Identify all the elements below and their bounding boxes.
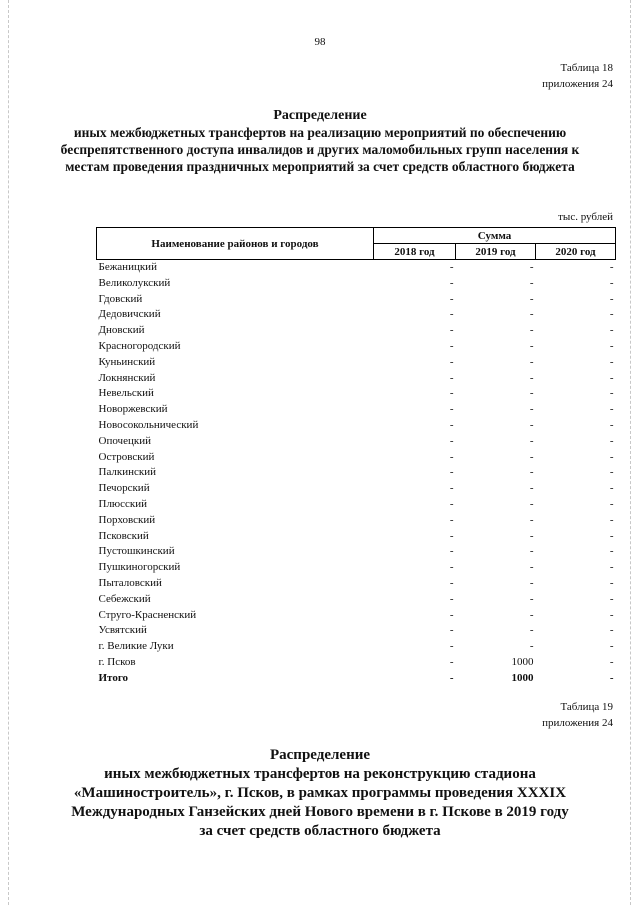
value-2019: - xyxy=(529,608,534,621)
table-row xyxy=(97,497,616,513)
value-2019: - xyxy=(529,308,534,321)
value-2018: - xyxy=(449,466,454,479)
table-total-row xyxy=(97,671,616,687)
header-year-2020: 2020 год xyxy=(536,244,616,260)
table-row xyxy=(97,276,616,292)
table-row xyxy=(97,339,616,355)
value-2019: - xyxy=(529,403,534,416)
table-row xyxy=(97,450,616,466)
value-2018: - xyxy=(449,561,454,574)
header-year-2019: 2019 год xyxy=(456,244,536,260)
table18-title-line1: Распределение xyxy=(273,108,367,123)
value-2018: - xyxy=(449,371,454,384)
value-2020: - xyxy=(609,608,614,621)
table-row xyxy=(97,513,616,529)
district-name: Локнянский xyxy=(98,371,156,384)
district-name: Порховский xyxy=(98,513,156,526)
table18-units: тыс. рублей xyxy=(558,211,613,223)
table-row xyxy=(97,307,616,323)
value-2018: - xyxy=(449,434,454,447)
value-2020: - xyxy=(609,276,614,289)
value-2019: - xyxy=(529,466,534,479)
table19-title-line5: за счет средств областного бюджета xyxy=(199,823,441,839)
value-2018: - xyxy=(449,276,454,289)
value-2019: - xyxy=(529,418,534,431)
value-2019: - xyxy=(529,624,534,637)
value-2019: - xyxy=(529,482,534,495)
value-2020: - xyxy=(609,308,614,321)
table18-ref-line2: приложения 24 xyxy=(542,78,613,90)
value-2019: - xyxy=(529,450,534,463)
value-2018: - xyxy=(449,513,454,526)
table-row xyxy=(97,323,616,339)
table19-title-line1: Распределение xyxy=(269,747,371,763)
value-2019: - xyxy=(529,545,534,558)
table-row xyxy=(97,592,616,608)
district-name: Куньинский xyxy=(98,355,156,368)
value-2020: - xyxy=(609,418,614,431)
table18-ref-line1: Таблица 18 xyxy=(560,62,613,74)
table-row xyxy=(97,402,616,418)
value-2018: - xyxy=(449,403,454,416)
district-name: Бежаницкий xyxy=(98,261,157,273)
value-2019: - xyxy=(529,276,534,289)
table-row xyxy=(97,355,616,371)
value-2020: - xyxy=(609,403,614,416)
table-row xyxy=(97,655,616,671)
district-name: Пустошкинский xyxy=(98,545,175,558)
value-2018: - xyxy=(449,497,454,510)
table-row xyxy=(97,371,616,387)
table-row xyxy=(97,418,616,434)
table19-reference xyxy=(542,699,613,731)
district-name: Струго-Красненский xyxy=(98,608,197,621)
value-2020: - xyxy=(609,324,614,337)
value-2019: - xyxy=(529,292,534,305)
table-row xyxy=(97,481,616,497)
value-2018: - xyxy=(449,576,454,589)
district-name: Новосокольнический xyxy=(98,418,199,431)
district-name: Псковский xyxy=(98,529,149,542)
district-name: Пушкиногорский xyxy=(98,561,181,574)
table19-ref-line1: Таблица 19 xyxy=(560,701,613,713)
value-2020: - xyxy=(609,655,614,668)
value-2018: - xyxy=(449,640,454,653)
table19-ref-line2: приложения 24 xyxy=(542,717,613,729)
value-2020: - xyxy=(609,371,614,384)
table-row xyxy=(97,576,616,592)
district-name: Гдовский xyxy=(98,292,143,305)
table18-title xyxy=(60,107,580,175)
table19-title-line2: иных межбюджетных трансфертов на реконструкцию стадиона xyxy=(104,766,536,782)
value-2018: - xyxy=(449,624,454,637)
table-row xyxy=(97,544,616,560)
value-2020: - xyxy=(609,292,614,305)
value-2019: - xyxy=(529,339,534,352)
value-2018: - xyxy=(449,529,454,542)
value-2019: - xyxy=(529,371,534,384)
value-2018: - xyxy=(449,482,454,495)
value-2019: 1000 xyxy=(511,655,534,668)
value-2020: - xyxy=(609,355,614,368)
table-row xyxy=(97,434,616,450)
scan-margin-right xyxy=(630,0,631,905)
value-2018: - xyxy=(449,387,454,400)
value-2018: - xyxy=(449,655,454,668)
value-2018: - xyxy=(449,592,454,605)
value-2020: - xyxy=(609,482,614,495)
district-name: Усвятский xyxy=(98,624,147,637)
district-name: г. Псков xyxy=(98,655,136,668)
value-2020: - xyxy=(609,561,614,574)
value-2018: - xyxy=(449,308,454,321)
value-2019: - xyxy=(529,529,534,542)
value-2020: - xyxy=(609,339,614,352)
value-2019: - xyxy=(529,434,534,447)
value-2018: - xyxy=(449,545,454,558)
value-2019: 1000 xyxy=(511,671,534,684)
value-2018: - xyxy=(449,608,454,621)
value-2018: - xyxy=(449,339,454,352)
value-2018: - xyxy=(449,671,454,684)
district-name: Невельский xyxy=(98,387,154,400)
district-name: г. Великие Луки xyxy=(98,640,174,653)
table19-title-line3: «Машиностроитель», г. Псков, в рамках программы проведения XXXIX xyxy=(73,785,567,801)
district-name: Великолукский xyxy=(98,276,171,289)
table18 xyxy=(96,227,616,687)
district-name: Новоржевский xyxy=(98,403,168,416)
table-row xyxy=(97,465,616,481)
value-2019: - xyxy=(529,513,534,526)
table-row xyxy=(97,608,616,624)
value-2018: - xyxy=(449,292,454,305)
table19-title xyxy=(60,746,580,841)
district-name: Себежский xyxy=(98,592,151,605)
value-2020: - xyxy=(609,513,614,526)
value-2020: - xyxy=(609,576,614,589)
value-2020: - xyxy=(609,450,614,463)
scan-margin-left xyxy=(8,0,9,905)
value-2020: - xyxy=(609,671,614,684)
value-2019: - xyxy=(529,592,534,605)
district-name: Палкинский xyxy=(98,466,157,479)
table18-reference xyxy=(542,60,613,92)
value-2018: - xyxy=(449,450,454,463)
header-year-2018: 2018 год xyxy=(374,244,456,260)
value-2019: - xyxy=(529,261,534,273)
value-2019: - xyxy=(529,640,534,653)
value-2020: - xyxy=(609,624,614,637)
value-2020: - xyxy=(609,529,614,542)
district-name: Плюсский xyxy=(98,497,148,510)
value-2018: - xyxy=(449,418,454,431)
table-row xyxy=(97,260,616,276)
table-row xyxy=(97,529,616,545)
value-2020: - xyxy=(609,261,614,273)
value-2018: - xyxy=(449,355,454,368)
value-2019: - xyxy=(529,576,534,589)
table19-title-line4: Международных Ганзейских дней Нового времени в г. Пскове в 2019 году xyxy=(71,804,569,820)
value-2020: - xyxy=(609,387,614,400)
table-row xyxy=(97,639,616,655)
table-row xyxy=(97,623,616,639)
table18-title-rest: иных межбюджетных трансфертов на реализацию мероприятий по обеспечению беспрепятственного доступа инвалидов и других маломобильных групп населения к местам проведения праздничных мероприятий за счет средств областного бюджета xyxy=(60,125,580,174)
district-name: Островский xyxy=(98,450,155,463)
table-row xyxy=(97,386,616,402)
district-name: Дедовичский xyxy=(98,308,161,321)
value-2020: - xyxy=(609,497,614,510)
value-2019: - xyxy=(529,497,534,510)
value-2020: - xyxy=(609,466,614,479)
value-2018: - xyxy=(449,324,454,337)
table-row xyxy=(97,560,616,576)
district-name: Пыталовский xyxy=(98,576,162,589)
value-2020: - xyxy=(609,592,614,605)
page-number: 98 xyxy=(314,36,326,48)
value-2020: - xyxy=(609,545,614,558)
header-name-column: Наименование районов и городов xyxy=(97,228,374,260)
value-2018: - xyxy=(449,261,454,273)
value-2020: - xyxy=(609,434,614,447)
header-sum-column: Сумма xyxy=(374,228,616,244)
value-2019: - xyxy=(529,387,534,400)
value-2019: - xyxy=(529,561,534,574)
district-name: Печорский xyxy=(98,482,150,495)
district-name: Итого xyxy=(98,671,129,684)
district-name: Красногородский xyxy=(98,339,181,352)
district-name: Дновский xyxy=(98,324,145,337)
table-row xyxy=(97,292,616,308)
district-name: Опочецкий xyxy=(98,434,151,447)
value-2019: - xyxy=(529,324,534,337)
value-2020: - xyxy=(609,640,614,653)
value-2019: - xyxy=(529,355,534,368)
